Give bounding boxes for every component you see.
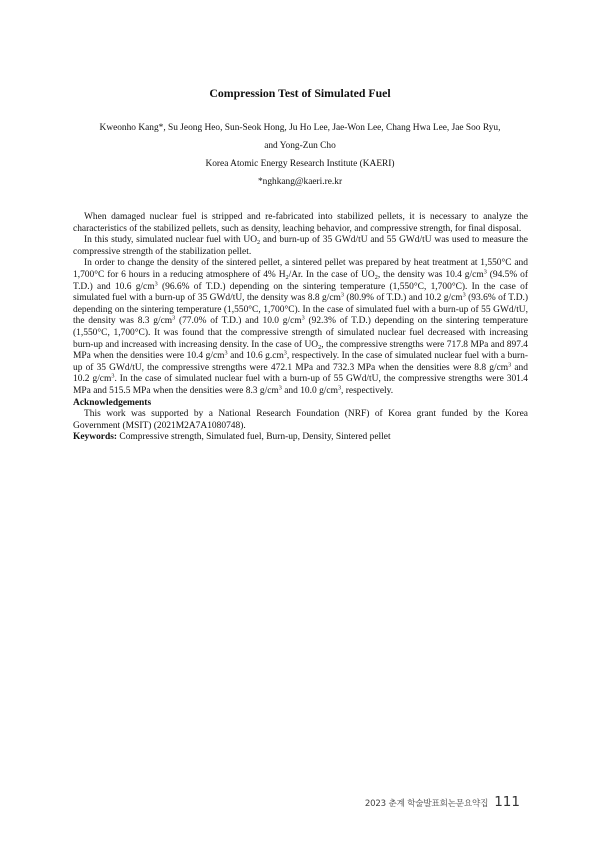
page-footer <box>365 791 520 810</box>
paragraph-2: In this study, simulated nuclear fuel with $UO_2$ and burn-up of 35 GWd/tU and 55 GWd/tU was used to measure the compressive strength of the stabilization pellet. <box>73 235 528 257</box>
keywords <box>73 432 528 444</box>
affiliation: Korea Atomic Energy Research Institute (KAERI) <box>205 159 395 169</box>
keywords-text: Compressive strength, Simulated fuel, Burn-up, Density, Sintered pellet <box>117 432 391 443</box>
paper-title: Compression Test of Simulated Fuel <box>209 86 391 100</box>
authors-line-1: Kweonho Kang*, Su Jeong Heo, Sun-Seok Hong, Ju Ho Lee, Jae-Won Lee, Chang Hwa Lee, Jae Soo Ryu, <box>99 123 501 133</box>
abstract-body <box>73 212 528 444</box>
footer-label: 2023 춘계 학술발표회논문요약집 <box>364 799 489 809</box>
authors-line-2: and Yong-Zun Cho <box>264 141 336 151</box>
acknowledgements-text: This work was supported by a National Research Foundation (NRF) of Korea grant funded by the Korea Government (MSIT) (2021M2A7A1080748). <box>73 409 528 431</box>
paragraph-1: When damaged nuclear fuel is stripped and re-fabricated into stabilized pellets, it is necessary to analyze the characteristics of the stabilized pellets, such as density, leaching behavior, and compressive strength, for final disposal. <box>73 212 528 234</box>
paragraph-3: In order to change the density of the sintered pellet, a sintered pellet was prepared by heat treatment at 1,550°C and 1,700°C for 6 hours in a reducing atmosphere of 4% $H_2/Ar$. In the case of $UO_2$, the density was 10.4 $g/cm^3$ (94.5% of T.D.) and 10.6 $g/cm^3$ (96.6% of T.D.) depending on the sintering temperature (1,550°C, 1,700°C). In the case of simulated fuel with a burn-up of 35 GWd/tU, the density was 8.8 $g/cm^3$ (80.9% of T.D.) and 10.2 $g/cm^3$ (93.6% of T.D.) depending on the sintering temperature (1,550°C, 1,700°C). In the case of simulated fuel with a burn-up of 55 GWd/tU, the density was 8.3 $g/cm^3$ (77.0% of T.D.) and 10.0 $g/cm^3$ (92.3% of T.D.) depending on the sintering temperature (1,550°C, 1,700°C). It was found that the compressive strength of simulated nuclear fuel decreased with increasing burn-up and increased with increasing density. In the case of $UO_2$, the compressive strengths were 717.8 MPa and 897.4 MPa when the densities were 10.4 $g/cm^3$ and 10.6 $g.cm^3$, respectively. In the case of simulated nuclear fuel with a burn-up of 35 GWd/tU, the compressive strengths were 472.1 MPa and 732.3 MPa when the densities were 8.8 $g/cm^3$ and 10.2 $g/cm^3$. In the case of simulated nuclear fuel with a burn-up of 55 GWd/tU, the compressive strengths were 301.4 MPa and 515.5 MPa when the densities were 8.3 $g/cm^3$ and 10.0 $g/cm^3$, respectively. <box>73 258 529 396</box>
keywords-label: Keywords: <box>73 432 118 443</box>
acknowledgements-heading: Acknowledgements <box>73 397 152 408</box>
author-email: *nghkang@kaeri.re.kr <box>257 177 343 187</box>
page-number: 111 <box>494 794 520 810</box>
